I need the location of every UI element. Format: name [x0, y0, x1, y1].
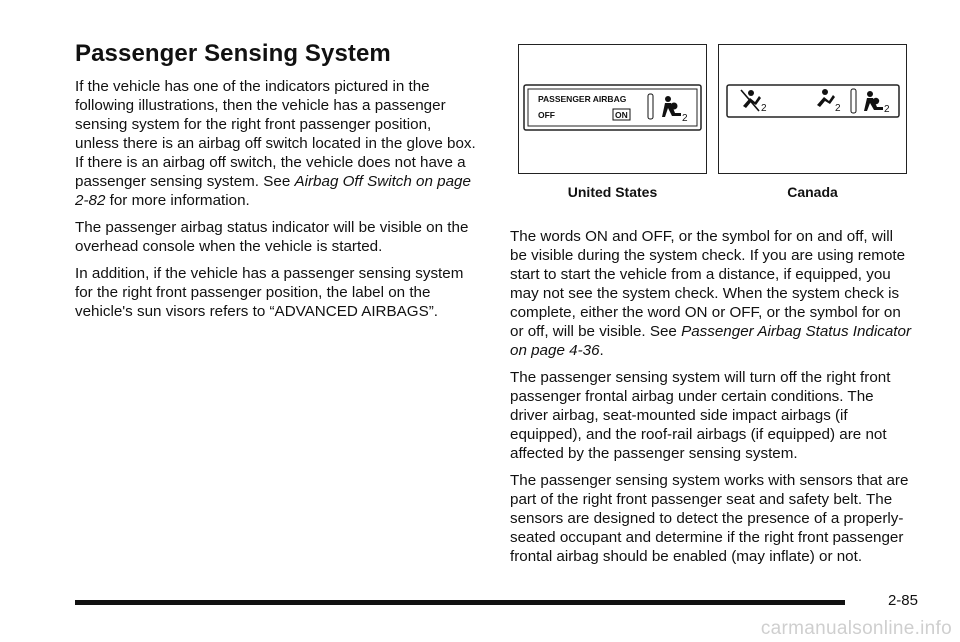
paragraph-system-check	[510, 227, 914, 360]
indicator-figures	[510, 44, 914, 206]
paragraph-intro	[75, 77, 479, 210]
paragraph-status-indicator: The passenger airbag status indicator will be visible on the overhead console when the vehicle is started.	[75, 219, 469, 255]
ca-passenger-airbag-icon	[864, 91, 883, 111]
status-indicator-link[interactable]: Passenger Airbag Status Indicator on page 4-36	[510, 323, 912, 359]
paragraph-sensors: The passenger sensing system works with sensors that are part of the right front passenger seat and safety belt. The sensors are designed to detect the presence of a properly-seated occupant and determine if the right front passenger frontal airbag should be enabled (may inflate) or not.	[510, 472, 909, 565]
paragraph-system-check-text: The words ON and OFF, or the symbol for on and off, will be visible during the system check. If you are using remote start to start the vehicle from a distance, if equipped, you may not see the system check. When the system check is complete, either the word ON or OFF, or the symbol for on or off, will be visible. See	[510, 228, 906, 340]
paragraph-intro-text: If the vehicle has one of the indicators pictured in the following illustrations, then the vehicle has a passenger sensing system for the right front passenger position, unless there is an airbag off switch located in the glove box. If there is an airbag off switch, the vehicle does not have a passenger sensing system. See	[75, 78, 476, 190]
right-column	[510, 44, 914, 574]
paragraph-sun-visor: In addition, if the vehicle has a passenger sensing system for the right front passenger position, the label on the vehicle's sun visors refers to “ADVANCED AIRBAGS”.	[75, 265, 464, 320]
us-off-label: OFF	[538, 110, 555, 120]
footer-rule	[75, 600, 845, 605]
page-number: 2-85	[887, 592, 918, 609]
us-indicator-illustration	[519, 45, 705, 172]
paragraph-system-check-tail: .	[599, 342, 604, 359]
us-on-label: ON	[615, 110, 628, 120]
ca-on-symbol-icon	[817, 89, 835, 107]
paragraph-intro-tail: for more information.	[105, 192, 250, 209]
caption-canada: Canada	[787, 184, 838, 200]
ca-off-symbol-icon	[741, 90, 761, 111]
us-passenger-airbag-label: PASSENGER AIRBAG	[538, 94, 627, 104]
figure-canada	[718, 44, 907, 174]
watermark: carmanualsonline.info	[760, 618, 952, 639]
ca-subscript-2-a: 2	[761, 103, 767, 114]
ca-indicator-illustration	[719, 45, 905, 172]
airbag-off-switch-link[interactable]: Airbag Off Switch on page 2-82	[75, 173, 471, 209]
left-column	[75, 40, 479, 329]
us-subscript-2: 2	[682, 113, 688, 124]
section-title: Passenger Sensing System	[75, 40, 391, 67]
paragraph-turn-off-airbag: The passenger sensing system will turn off the right front passenger frontal airbag under certain conditions. The driver airbag, seat-mounted side impact airbags (if equipped), and the roof-rail airbags (if equipped) are not affected by the passenger sensing system.	[510, 369, 891, 462]
figure-united-states	[518, 44, 707, 174]
caption-united-states: United States	[567, 184, 658, 200]
us-passenger-airbag-icon	[662, 96, 681, 117]
ca-subscript-2-c: 2	[884, 104, 890, 115]
ca-subscript-2-b: 2	[835, 103, 841, 114]
